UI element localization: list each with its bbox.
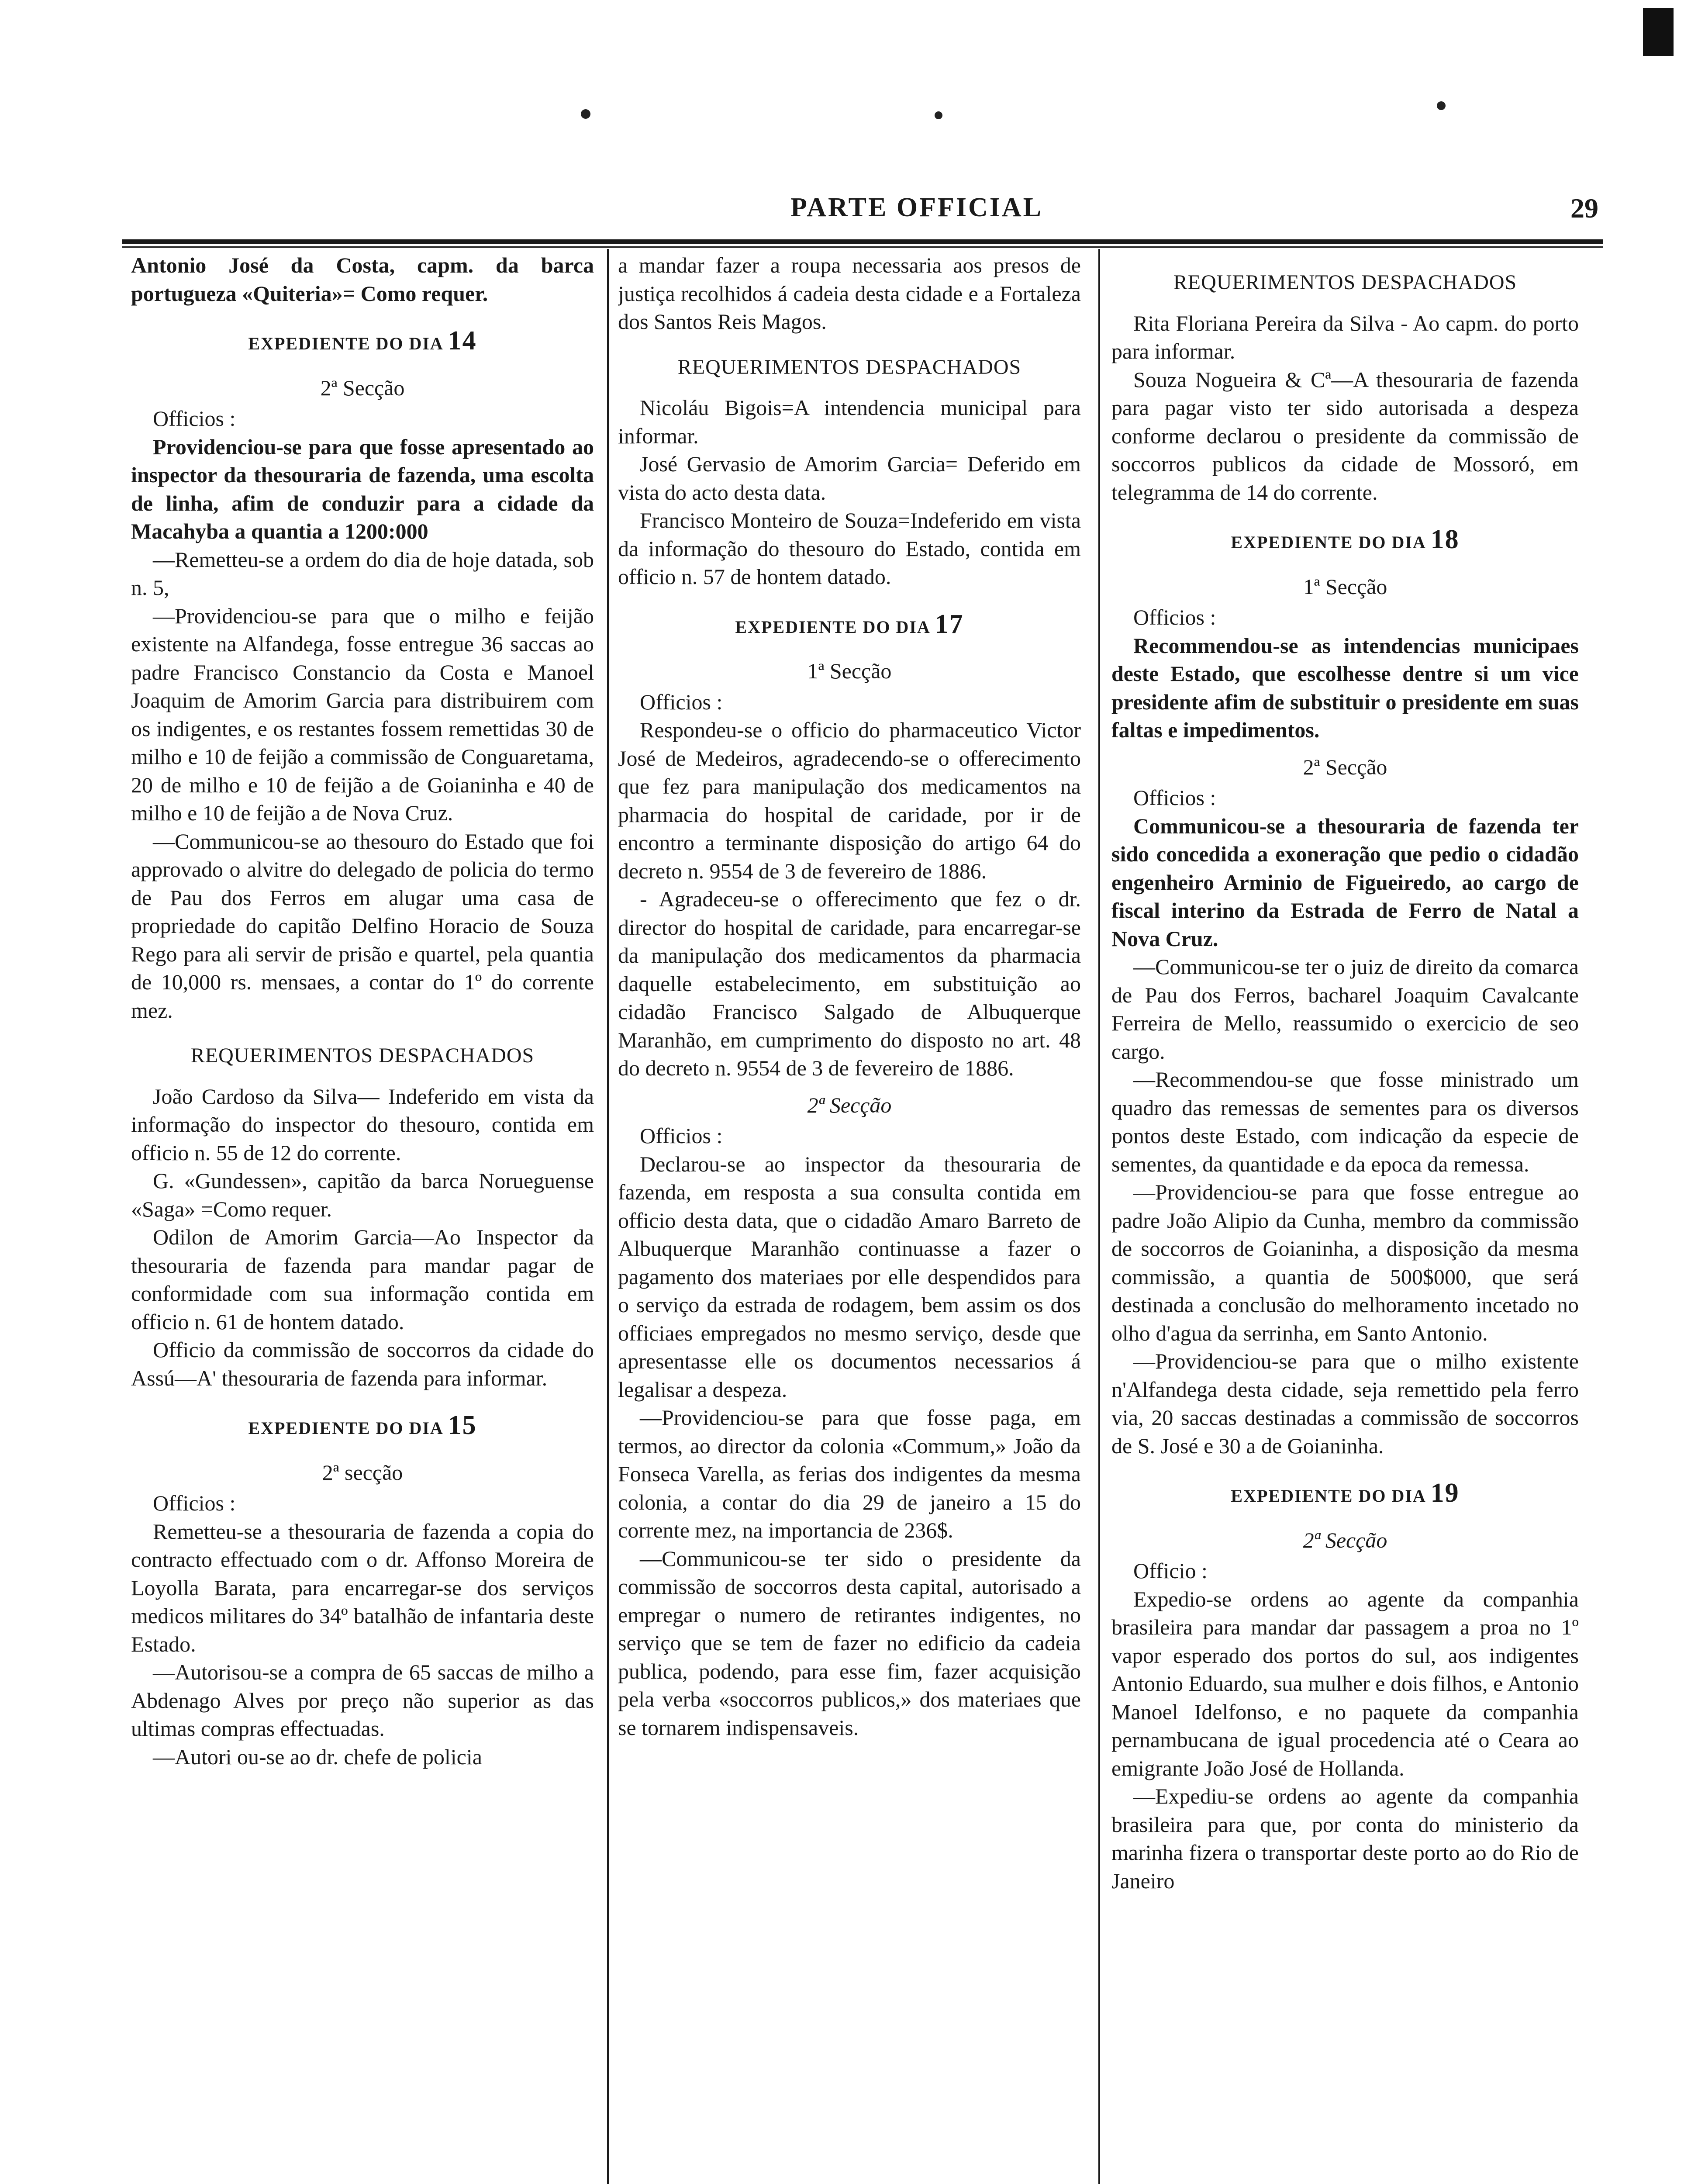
section-label: 2ª secção (322, 1460, 403, 1485)
paragraph: —Autorisou-se a compra de 65 saccas de milho a Abdenago Alves por preço não superior as das ultimas compras effectuadas. (131, 1660, 594, 1741)
paragraph: —Communicou-se ter sido o presidente da commissão de soccorros desta capital, autorisado a empregar o numero de retirantes indigentes, no serviço que se tem de fazer no edificio da cadeia publica, podendo, para esse fim, fazer acquisição pela verba «soccorros publicos,» dos materiaes que se tornarem indispensaveis. (618, 1546, 1081, 1740)
officios-label: Officio : (1133, 1559, 1208, 1583)
page-number: 29 (1570, 193, 1598, 224)
column-2 (618, 251, 1081, 2184)
scan-speck (1437, 101, 1446, 110)
paragraph: —Providenciou-se para que fosse paga, em termos, ao director da colonia «Commum,» João da Fonseca Varella, as ferias dos indigentes da mesma colonia, a contar do dia 29 de janeiro a 15 do corrente mez, na importancia de 236$. (618, 1405, 1081, 1542)
paragraph: Antonio José da Costa, capm. da barca portugueza «Quiteria»= Como requer. (131, 253, 594, 306)
paragraph: —Communicou-se ao thesouro do Estado que foi approvado o alvitre do delegado de policia do termo de Pau dos Ferros em alugar uma casa de propriedade do capitão Delfino Horacio de Souza Rego para ali servir de prisão e quartel, pela quantia de 10,000 rs. mensaes, a contar do 1º do corrente mez. (131, 829, 594, 1023)
paragraph: Officio da commissão de soccorros da cidade do Assú—A' thesouraria de fazenda para informar. (131, 1337, 594, 1390)
column-divider (607, 249, 609, 2184)
paragraph: —Expediu-se ordens ao agente da companhia brasileira para que, por conta do ministerio da marinha fizera o transportar deste porto ao do Rio de Janeiro (1111, 1784, 1579, 1893)
paragraph: Rita Floriana Pereira da Silva - Ao capm. do porto para informar. (1111, 311, 1579, 363)
paragraph: —Providenciou-se para que o milho existente n'Alfandega desta cidade, seja remettido pela ferro via, 20 saccas destinadas a commissão de soccorros de S. José e 30 a de Goianinha. (1111, 1349, 1579, 1458)
officios-label: Officios : (153, 406, 236, 431)
paragraph: a mandar fazer a roupa necessaria aos presos de justiça recolhidos á cadeia desta cidade e a Fortaleza dos Santos Reis Magos. (618, 253, 1081, 334)
section-heading (131, 1411, 594, 1443)
heading-day-number: 18 (1430, 525, 1460, 554)
column-1 (131, 251, 594, 2184)
officios-label: Officios : (1133, 785, 1216, 810)
paragraph: Recommendou-se as intendencias municipaes deste Estado, que escolhesse dentre si um vice presidente afim de substituir o presidente em suas faltas e impedimentos. (1111, 633, 1579, 742)
requests-heading: REQUERIMENTOS DESPACHADOS (677, 355, 1022, 379)
paragraph: —Communicou-se ter o juiz de direito da comarca de Pau dos Ferros, bacharel Joaquim Cavalcante Ferreira de Mello, reassumido o exercicio de seo cargo. (1111, 954, 1579, 1064)
paragraph: Providenciou-se para que fosse apresentado ao inspector da thesouraria de fazenda, uma escolta de linha, afim de conduzir para a cidade da Macahyba a quantia a 1200:000 (131, 434, 594, 543)
requests-heading: REQUERIMENTOS DESPACHADOS (190, 1044, 535, 1067)
heading-text: EXPEDIENTE DO DIA (248, 1418, 443, 1438)
heading-text: EXPEDIENTE DO DIA (735, 617, 930, 637)
officios-label: Officios : (1133, 605, 1216, 629)
requests-heading: REQUERIMENTOS DESPACHADOS (1173, 271, 1517, 294)
paragraph: João Cardoso da Silva— Indeferido em vista da informação do inspector do thesouro, contida em officio n. 55 de 12 do corrente. (131, 1084, 594, 1165)
paragraph: José Gervasio de Amorim Garcia= Deferido em vista do acto desta data. (618, 452, 1081, 505)
paragraph: - Agradeceu-se o offerecimento que fez o dr. director do hospital de caridade, para encarregar-se da manipulação dos medicamentos da pharmacia daquelle estabelecimento, em substituição ao cidadão Francisco Salgado de Albuquerque Maranhão, em cumprimento do disposto no art. 48 do decreto n. 9554 de 3 de fevereiro de 1886. (618, 887, 1081, 1080)
paragraph: Odilon de Amorim Garcia—Ao Inspector da thesouraria de fazenda para mandar pagar de conformidade com sua informação contida em officio n. 61 de hontem datado. (131, 1225, 594, 1334)
heading-day-number: 14 (448, 326, 477, 356)
paragraph: Souza Nogueira & Cª—A thesouraria de fazenda para pagar visto ter sido autorisada a despeza conforme declarou o presidente da commissão de soccorros publicos da cidade de Mossoró, em telegramma de 14 do corrente. (1111, 367, 1579, 505)
paragraph: Declarou-se ao inspector da thesouraria de fazenda, em resposta a sua consulta contida em officio desta data, que o cidadão Amaro Barreto de Albuquerque Maranhão continuasse a fazer o pagamento dos materiaes por elle despendidos para o serviço da estrada de rodagem, bem assim os dos officiaes empregados no mesmo serviço, desde que apresentasse elle os documentos necessarios á legalisar a despeza. (618, 1151, 1081, 1402)
paragraph: —Providenciou-se para que o milho e feijão existente na Alfandega, fosse entregue 36 saccas ao padre Francisco Constancio da Costa e Manoel Joaquim de Amorim Garcia para distribuirem com os indigentes, e os restantes fossem remettidas 30 de milho e 10 de feijão a commissão de Conguaretama, 20 de milho e 10 de feijão a de Goianinha e 40 de milho e 10 de feijão a de Nova Cruz. (131, 603, 594, 825)
paragraph: Francisco Monteiro de Souza=Indeferido em vista da informação do thesouro do Estado, contida em officio n. 57 de hontem datado. (618, 508, 1081, 589)
scan-corner-mark (1643, 8, 1674, 56)
section-label: 2ª Secção (320, 375, 405, 400)
section-label: 1ª Secção (807, 659, 892, 683)
section-heading (618, 610, 1081, 642)
column-3 (1111, 251, 1579, 2184)
column-divider (1098, 249, 1100, 2184)
section-heading (131, 327, 594, 358)
heading-text: EXPEDIENTE DO DIA (248, 334, 443, 353)
header-rule-thin (122, 246, 1603, 248)
section-heading (1111, 525, 1579, 557)
paragraph: Respondeu-se o officio do pharmaceutico Victor José de Medeiros, agradecendo-se o offerecimento que fez para manipulação dos medicamentos na pharmacia do hospital de caridade, por ir de encontro a terminante disposição do artigo 64 do decreto n. 9554 de 3 de fevereiro de 1886. (618, 718, 1081, 883)
paragraph: —Providenciou-se para que fosse entregue ao padre João Alipio da Cunha, membro da commissão de soccorros de Goianinha, a disposição da mesma commissão, a quantia de 500$000, que será destinada a conclusão do melhoramento incetado no olho d'agua da serrinha, em Santo Antonio. (1111, 1180, 1579, 1345)
header-rule (122, 239, 1603, 244)
section-heading (1111, 1479, 1579, 1510)
section-label: 2ª Secção (1303, 1527, 1387, 1552)
heading-day-number: 17 (935, 609, 964, 639)
paragraph: —Autori ou-se ao dr. chefe de policia (153, 1744, 482, 1769)
paragraph: —Recommendou-se que fosse ministrado um quadro das remessas de sementes para os diversos pontos deste Estado, com indicação da especie de sementes, da quantidade e da epoca da remessa. (1111, 1067, 1579, 1176)
heading-day-number: 19 (1430, 1478, 1460, 1508)
paragraph: G. «Gundessen», capitão da barca Norueguense «Saga» =Como requer. (131, 1168, 594, 1221)
paragraph: Expedio-se ordens ao agente da companhia brasileira para mandar dar passagem a proa no 1º vapor esperado dos portos do sul, aos indigentes Antonio Eduardo, sua mulher e dois filhos, e Antonio Manoel Idelfonso, e no paquete da companhia pernambucana de igual procedencia até o Ceara ao emigrante João José de Hollanda. (1111, 1586, 1579, 1780)
section-label: 2ª Secção (1303, 754, 1387, 779)
section-label: 2ª Secção (807, 1092, 892, 1117)
paragraph: —Remetteu-se a ordem do dia de hoje datada, sob n. 5, (131, 547, 594, 600)
scan-speck (935, 111, 942, 119)
page-margin (0, 0, 52, 2184)
section-label: 1ª Secção (1303, 574, 1387, 599)
paragraph: Communicou-se a thesouraria de fazenda ter sido concedida a exoneração que pedio o cidadão engenheiro Arminio de Figueiredo, ao cargo de fiscal interino da Estrada de Ferro de Natal a Nova Cruz. (1111, 813, 1579, 951)
paragraph: Remetteu-se a thesouraria de fazenda a copia do contracto effectuado com o dr. Affonso Moreira de Loyolla Barata, para encarregar-se dos serviços medicos militares do 34º batalhão de infantaria deste Estado. (131, 1519, 594, 1656)
officios-label: Officios : (640, 1123, 723, 1148)
officios-label: Officios : (640, 689, 723, 714)
officios-label: Officios : (153, 1491, 236, 1515)
page-header (114, 192, 1598, 232)
heading-text: EXPEDIENTE DO DIA (1231, 1486, 1425, 1506)
heading-day-number: 15 (448, 1410, 477, 1440)
heading-text: EXPEDIENTE DO DIA (1231, 532, 1425, 552)
paragraph: Nicoláu Bigois=A intendencia municipal para informar. (618, 395, 1081, 448)
scan-speck (581, 109, 590, 119)
page-title: PARTE OFFICIAL (790, 193, 1043, 222)
